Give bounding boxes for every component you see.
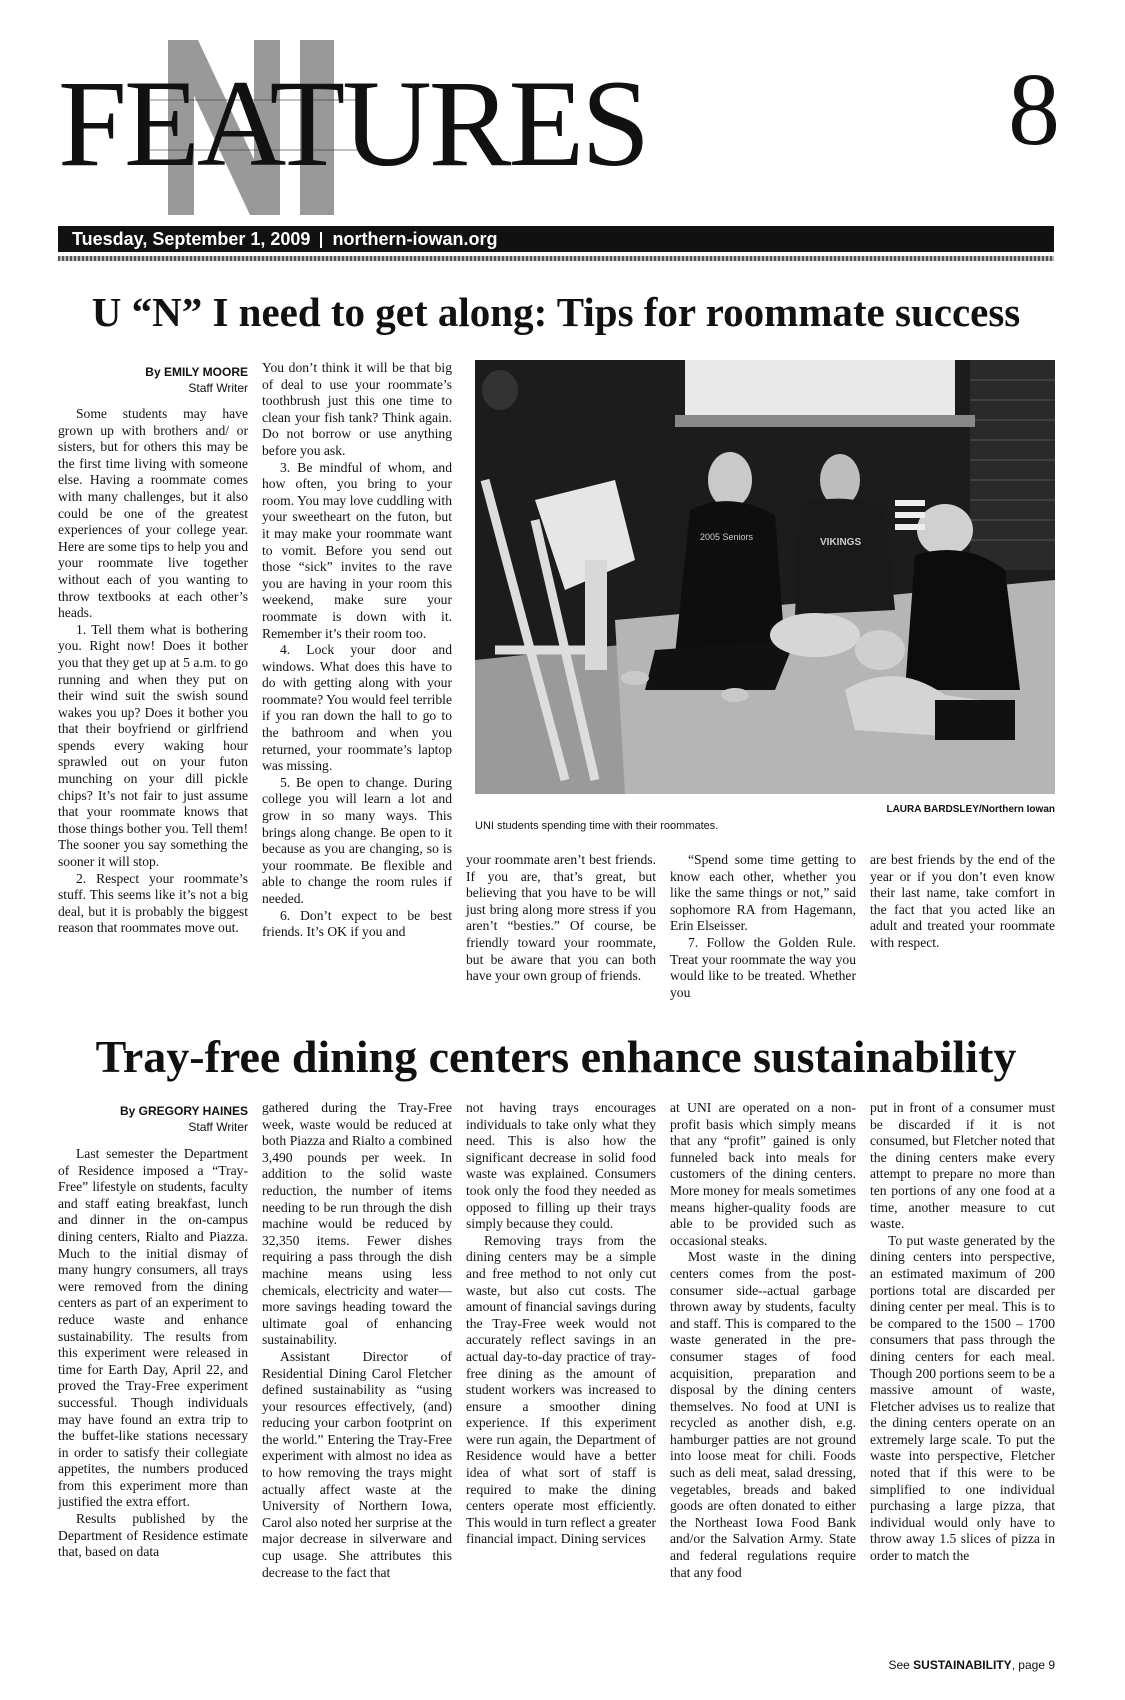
article2-column-1 <box>58 1146 248 1561</box>
paragraph: Some students may have grown up with brothers and/ or sisters, but for others this may be the first time living with someone else. Having a roommate comes with many challenges, but it also could be one of the greatest experiences of your college year. Here are some tips to help you and your roommate live together without each of you wanting to throw textbooks at each other’s heads. <box>58 406 248 621</box>
paragraph: Removing trays from the dining centers may be a simple and free method to not only cut waste, but also cut costs. The amount of financial savings during the Tray-Free week would not accurately reflect savings in an actual day-to-day practice of tray-free dining as the amount of student workers was increased to ensure a smoother dining experience. If this experiment were run again, the Department of Residence would have a better idea of what sort of staff is required to make the dining centers operate most efficiently. This would in turn reflect a greater financial impact. Dining services <box>466 1232 656 1547</box>
article1-column-5 <box>870 852 1055 952</box>
date-bar <box>58 226 1054 252</box>
jump-line[interactable] <box>800 1658 1055 1672</box>
paragraph: 7. Follow the Golden Rule. Treat your roommate the way you would like to be treated. Whether you <box>670 934 856 1000</box>
paragraph: “Spend some time getting to know each other, whether you like the same things or not,” said sophomore RA from Hagemann, Erin Elseisser. <box>670 852 856 934</box>
article2-column-3 <box>466 1100 656 1548</box>
paragraph: at UNI are operated on a non-profit basis which simply means that any “profit” gained is only funneled back into meals for customers of the dining centers. More money for meals sometimes means higher-quality foods are able to be provided such as occasional steaks. <box>670 1100 856 1248</box>
article1-byline <box>58 364 248 396</box>
paragraph: gathered during the Tray-Free week, waste would be reduced at both Piazza and Rialto a combined 3,490 pounds per week. In addition to the solid waste reduction, the number of items needing to be run through the dish machine would be reduced by 32,350 items. Fewer dishes requiring a pass through the dish machine means using less chemicals, electricity and water—more savings heading toward the ultimate goal of enhancing sustainability. <box>262 1100 452 1348</box>
jump-page: , page 9 <box>1011 1658 1055 1672</box>
page-number: 8 <box>1008 52 1060 167</box>
website-link[interactable]: northern-iowan.org <box>332 229 498 249</box>
paragraph: 3. Be mindful of whom, and how often, you bring to your room. You may love cuddling with your sweetheart on the futon, but it may make your roommate want to vomit. Before you send out those “sick” invites to the rave you are having in your room this weekend, make sure your roommate is down with it. Remember it’s their room too. <box>262 459 452 641</box>
paragraph: Assistant Director of Residential Dining Carol Fletcher defined sustainability as “using your resources effectively, (and) reducing your carbon footprint on the world.” Entering the Tray-Free experiment with almost no idea as to how removing the trays might actually affect waste at the University of Northern Iowa, Carol also noted her surprise at the major decrease in silverware and cup usage. She attributes this decrease to the fact that <box>262 1348 452 1580</box>
article2-column-2 <box>262 1100 452 1581</box>
jump-prefix: See <box>888 1658 910 1672</box>
paragraph: your roommate aren’t best friends. If you are, that’s great, but believing that you have to be will just bring along more stress if you aren’t “besties.” Of course, be friendly toward your roommate, but be aware that you can both have your own group of friends. <box>466 852 656 984</box>
paragraph: To put waste generated by the dining centers into perspective, an estimated maximum of 200 portions total are discarded per dining center per meal. This is to be compared to the 1500 – 1700 consumers that pass through the dining centers for each meal. Though 200 portions seem to be a massive amount of waste, Fletcher advises us to realize that the dining centers operate on an extremely large scale. To put the waste into perspective, Fletcher noted that if this were to be simplified to one individual purchasing a large pizza, that individual would only have to throw away 1.5 slices of pizza in order to match the <box>870 1232 1055 1564</box>
jump-target: SUSTAINABILITY <box>913 1658 1012 1672</box>
masthead-rule <box>58 256 1054 261</box>
article1-headline: U “N” I need to get along: Tips for roommate success <box>91 289 1021 335</box>
paragraph: Results published by the Department of Residence estimate that, based on data <box>58 1511 248 1560</box>
shirt-text-1: 2005 Seniors <box>700 532 754 542</box>
paragraph: 4. Lock your door and windows. What does this have to do with getting along with your roommate? You would feel terrible if you ran down the hall to go to the bathroom and when you returned, your roommate’s laptop was missing. <box>262 642 452 774</box>
paragraph: Last semester the Department of Residence imposed a “Tray-Free” lifestyle on students, faculty and staff eating breakfast, lunch and dinner in the on-campus dining centers, Rialto and Piazza. Much to the initial dismay of many hungry consumers, all trays were removed from the dining centers as part of an experiment to reduce waste and enhance sustainability. The results from this experiment were released in time for Earth Day, April 22, and proved the Tray-Free experiment successful. Though individuals may have found an extra trip to the buffet-like stations necessary in order to satisfy their collegiate appetites, the numbers produced from this experiment more than justified the extra effort. <box>58 1146 248 1510</box>
paragraph: Most waste in the dining centers comes from the post-consumer side--actual garbage thrown away by students, faculty and staff. This is compared to the waste generated in the pre-consumer stages of food acquisition, preparation and disposal by the dining centers themselves. No food at UNI is recycled as another dish, e.g. hamburger patties are not ground into loose meat for chili. Foods such as deli meat, salad dressing, vegetables, breads and baked goods are often donated to either the Northeast Iowa Food Bank and/or the Salvation Army. State and federal regulations require that any food <box>670 1249 856 1580</box>
byline-author: By EMILY MOORE <box>145 365 248 379</box>
byline-author: By GREGORY HAINES <box>119 1104 248 1118</box>
paragraph: 1. Tell them what is bothering you. Right now! Does it bother you that they get up at 5 a.m. to go running and when they put on their wind suit the swish sound wakes you up? Does it bother you that their boyfriend or girlfriend spends every waking hour sprawled out on your futon munching on your dill pickle chips? It’s not fair to just assume that your roommate knows that those things bother you. Tell them! The sooner you say something the sooner it will stop. <box>58 621 248 870</box>
paragraph: 2. Respect your roommate’s stuff. This seems like it’s not a big deal, but it is probably the biggest reason that roommates move out. <box>58 870 248 936</box>
section-title: FEATURES <box>58 55 648 192</box>
paragraph: 6. Don’t expect to be best friends. It’s OK if you and <box>262 907 452 940</box>
photo-credit: LAURA BARDSLEY/Northern Iowan <box>886 804 1055 815</box>
paragraph: not having trays encourages individuals to take only what they need. This is also how the significant decrease in solid food waste was explained. Consumers took only the food they needed as opposed to filling up their trays simply because they could. <box>466 1100 656 1232</box>
byline-role: Staff Writer <box>188 381 248 395</box>
paragraph: 5. Be open to change. During college you will learn a lot and grow in so many ways. This brings along change. Be open to it because as you are changing, so is your roommate. Be flexible and able to change the room rules if needed. <box>262 774 452 906</box>
article1-column-3 <box>466 852 656 985</box>
issue-date: Tuesday, September 1, 2009 <box>72 229 311 249</box>
article2-column-4 <box>670 1100 856 1581</box>
article2-headline: Tray-free dining centers enhance sustainability <box>95 1031 1017 1082</box>
paragraph: You don’t think it will be that big of deal to use your roommate’s toothbrush just this one time to clean your fish tank? Think again. Do not borrow or use anything before you ask. <box>262 360 452 458</box>
article1-column-4 <box>670 852 856 1001</box>
paragraph: put in front of a consumer must be discarded if it is not consumed, but Fletcher noted that the dining centers make every attempt to prepare no more than ten portions of any one food at a time, another measure to cut waste. <box>870 1100 1055 1232</box>
paragraph: are best friends by the end of the year or if you don’t even know their last name, take comfort in the fact that you acted like an adult and treated your roommate with respect. <box>870 852 1055 950</box>
article1-column-2 <box>262 360 452 941</box>
photo-caption: UNI students spending time with their roommates. <box>475 820 719 832</box>
byline-role: Staff Writer <box>188 1120 248 1134</box>
shirt-text-2: VIKINGS <box>820 537 862 548</box>
article2-column-5 <box>870 1100 1055 1565</box>
article2-byline <box>58 1103 248 1135</box>
roommates-photo <box>475 360 1055 794</box>
date-separator <box>320 232 322 248</box>
article1-column-1 <box>58 406 248 937</box>
